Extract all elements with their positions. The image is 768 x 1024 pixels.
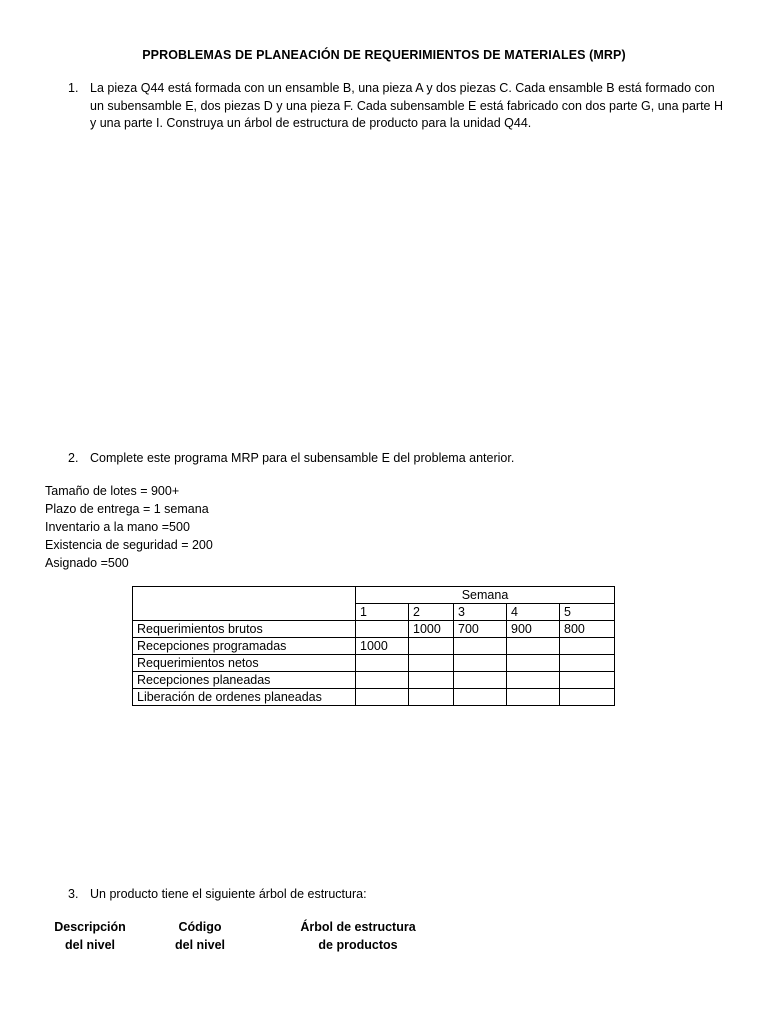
problem-text: Un producto tiene el siguiente árbol de estructura: — [90, 887, 367, 901]
row-label: Recepciones programadas — [133, 638, 356, 655]
column-header-line: Código — [178, 920, 222, 934]
table-cell — [409, 689, 454, 706]
column-header-line: del nivel — [174, 938, 226, 952]
problem-text: La pieza Q44 está formada con un ensamble B, una pieza A y dos piezas C. Cada ensamble B está formado con un subensamble E, dos piezas D y una pieza F. Cada subensamble E está fabricado con dos parte G, una parte H y una parte I. Construya un árbol de estructura de producto para la unidad Q44. — [90, 81, 724, 130]
table-cell — [454, 655, 507, 672]
row-label: Requerimientos netos — [133, 655, 356, 672]
mrp-table — [132, 586, 615, 706]
table-cell — [507, 655, 560, 672]
table-cell — [409, 672, 454, 689]
week-header: 5 — [560, 604, 615, 621]
table-cell: 800 — [560, 621, 615, 638]
table-cell — [560, 638, 615, 655]
week-header: 2 — [409, 604, 454, 621]
problem-number: 1. — [68, 81, 79, 95]
table-cell — [507, 672, 560, 689]
row-label: Recepciones planeadas — [133, 672, 356, 689]
column-header-line: del nivel — [64, 938, 116, 952]
week-group-header: Semana — [356, 587, 615, 604]
problem-2 — [68, 450, 728, 468]
table-cell — [454, 638, 507, 655]
table-cell — [356, 655, 409, 672]
column-header-line: Descripción — [54, 920, 126, 934]
problem-number: 3. — [68, 887, 79, 901]
table-cell — [507, 638, 560, 655]
document-title: PPROBLEMAS DE PLANEACIÓN DE REQUERIMIENTOS DE MATERIALES (MRP) — [142, 48, 626, 62]
mrp-parameters — [45, 482, 213, 572]
table-cell — [356, 621, 409, 638]
table-cell: 700 — [454, 621, 507, 638]
table-cell — [560, 672, 615, 689]
parameter-safety-stock: Existencia de seguridad = 200 — [45, 538, 213, 552]
column-header-level-code — [150, 918, 250, 954]
problem-1 — [68, 80, 728, 133]
table-cell — [454, 672, 507, 689]
column-header-line: de productos — [318, 938, 398, 952]
problem-number: 2. — [68, 451, 79, 465]
table-row — [133, 655, 615, 672]
table-cell — [507, 689, 560, 706]
week-header: 3 — [454, 604, 507, 621]
table-cell: 900 — [507, 621, 560, 638]
parameter-allocated: Asignado =500 — [45, 556, 129, 570]
parameter-on-hand: Inventario a la mano =500 — [45, 520, 190, 534]
table-cell — [409, 638, 454, 655]
table-cell — [560, 689, 615, 706]
column-header-line: Árbol de estructura — [300, 920, 416, 934]
table-header-row — [133, 587, 615, 604]
table-cell — [409, 655, 454, 672]
table-cell: 1000 — [356, 638, 409, 655]
table-corner-cell — [133, 587, 356, 621]
table-cell — [560, 655, 615, 672]
week-header: 4 — [507, 604, 560, 621]
row-label: Requerimientos brutos — [133, 621, 356, 638]
table-row — [133, 638, 615, 655]
row-label: Liberación de ordenes planeadas — [133, 689, 356, 706]
table-cell — [356, 672, 409, 689]
table-cell — [356, 689, 409, 706]
table-row — [133, 621, 615, 638]
column-header-structure-tree — [280, 918, 436, 954]
column-header-level-description — [40, 918, 140, 954]
table-cell — [454, 689, 507, 706]
week-header: 1 — [356, 604, 409, 621]
table-cell: 1000 — [409, 621, 454, 638]
problem-text: Complete este programa MRP para el subensamble E del problema anterior. — [90, 451, 515, 465]
parameter-lot-size: Tamaño de lotes = 900+ — [45, 484, 180, 498]
problem-3 — [68, 886, 728, 904]
parameter-lead-time: Plazo de entrega = 1 semana — [45, 502, 209, 516]
table-row — [133, 689, 615, 706]
table-row — [133, 672, 615, 689]
